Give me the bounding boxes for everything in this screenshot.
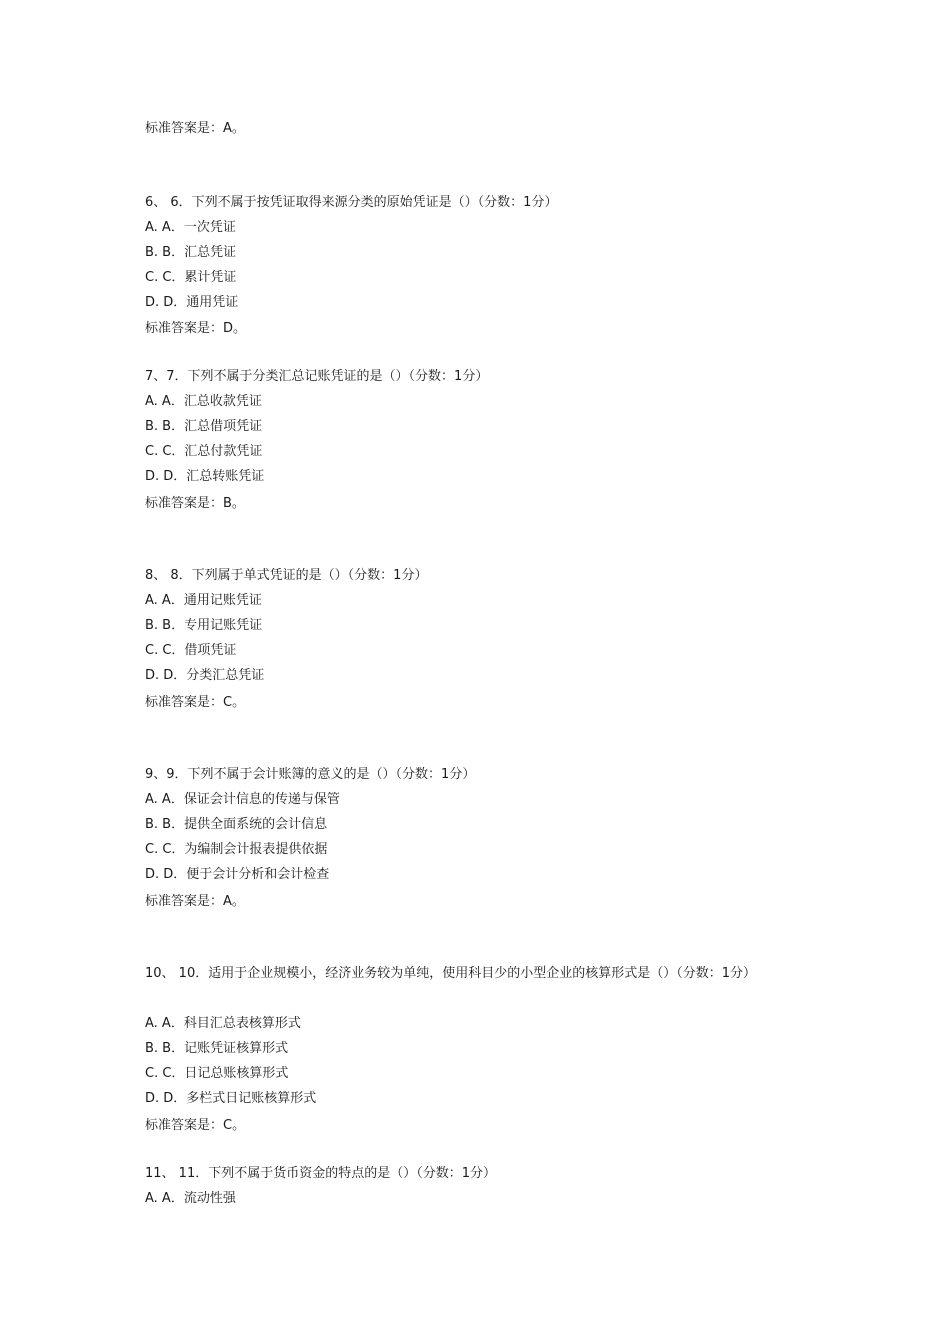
q10-option-a: A. A．科目汇总表核算形式 bbox=[145, 1016, 301, 1031]
q11-option-a: A. A．流动性强 bbox=[145, 1191, 236, 1206]
question-9-text: 9、9．下列不属于会计账簿的意义的是（）（分数：1分） bbox=[145, 767, 476, 782]
question-8-text: 8、 8．下列属于单式凭证的是（）（分数：1分） bbox=[145, 568, 428, 583]
q9-option-d: D. D．便于会计分析和会计检查 bbox=[145, 867, 330, 882]
q8-answer: 标准答案是：C。 bbox=[145, 695, 246, 710]
q7-answer: 标准答案是：B。 bbox=[145, 496, 245, 511]
q7-option-a: A. A．汇总收款凭证 bbox=[145, 394, 262, 409]
question-10-text: 10、 10．适用于企业规模小，经济业务较为单纯，使用科目少的小型企业的核算形式是（）（分数：1分） bbox=[145, 966, 756, 981]
q8-option-c: C. C．借项凭证 bbox=[145, 643, 237, 658]
q9-answer: 标准答案是：A。 bbox=[145, 894, 245, 909]
q7-option-b: B. B．汇总借项凭证 bbox=[145, 419, 263, 434]
q9-option-a: A. A．保证会计信息的传递与保管 bbox=[145, 792, 340, 807]
q6-option-c: C. C．累计凭证 bbox=[145, 270, 237, 285]
q8-option-b: B. B．专用记账凭证 bbox=[145, 618, 263, 633]
q10-option-c: C. C．日记总账核算形式 bbox=[145, 1066, 289, 1081]
q6-option-d: D. D．通用凭证 bbox=[145, 295, 239, 310]
q6-option-b: B. B．汇总凭证 bbox=[145, 245, 237, 260]
q8-option-a: A. A．通用记账凭证 bbox=[145, 593, 262, 608]
q10-option-d: D. D．多栏式日记账核算形式 bbox=[145, 1091, 317, 1106]
q7-option-c: C. C．汇总付款凭证 bbox=[145, 444, 263, 459]
q6-answer: 标准答案是：D。 bbox=[145, 321, 247, 336]
q10-answer: 标准答案是：C。 bbox=[145, 1118, 246, 1133]
q7-option-d: D. D．汇总转账凭证 bbox=[145, 469, 265, 484]
q9-option-b: B. B．提供全面系统的会计信息 bbox=[145, 817, 328, 832]
q10-option-b: B. B．记账凭证核算形式 bbox=[145, 1041, 289, 1056]
answer-text: 标准答案是：A。 bbox=[145, 121, 245, 136]
question-11-text: 11、 11．下列不属于货币资金的特点的是（）（分数：1分） bbox=[145, 1166, 496, 1181]
q8-option-d: D. D．分类汇总凭证 bbox=[145, 668, 265, 683]
q6-option-a: A. A．一次凭证 bbox=[145, 220, 236, 235]
question-6-text: 6、 6．下列不属于按凭证取得来源分类的原始凭证是（）（分数：1分） bbox=[145, 195, 558, 210]
q9-option-c: C. C．为编制会计报表提供依据 bbox=[145, 842, 328, 857]
question-7-text: 7、7．下列不属于分类汇总记账凭证的是（）（分数：1分） bbox=[145, 369, 489, 384]
